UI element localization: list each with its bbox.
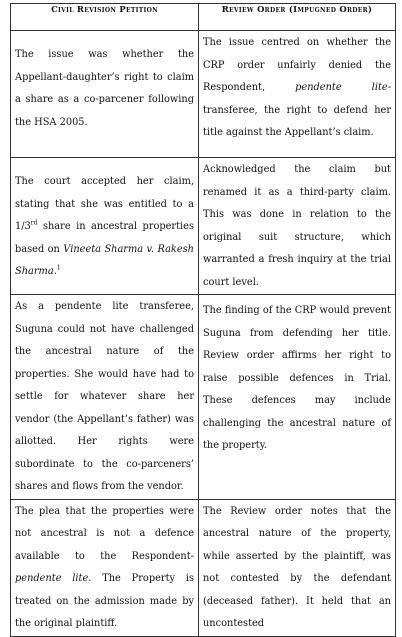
- row2-left-cell: [11, 158, 199, 295]
- table-row: [11, 31, 396, 158]
- row3-left-cell: [11, 295, 199, 500]
- row4-left-cell: [11, 499, 199, 636]
- row1-left-cell: [11, 31, 199, 158]
- row3-left-text: As a pendente lite transferee, Suguna could not have challenged the ancestral nature of the properties. She would have had to settle for whatever share her vendor (the Appellant’s father) was allotted. Her rights were subordinate to the co-parceners’ shares and flows from the vendor.: [15, 301, 194, 492]
- row2-left-text: The court accepted her claim, stating that she was entitled to a 1/3rd share in ancestral properties based on Vineeta Sharma v. Rakesh Sharma.$^1$: [15, 176, 194, 277]
- row1-left-text: The issue was whether the Appellant-daughter’s right to claim a share as a co-parcener following the HSA 2005.: [15, 49, 194, 128]
- row3-right-text: The finding of the CRP would prevent Suguna from defending her title. Review order affirms her right to raise possible defences in Trial. These defences may include challenging the ancestral nature of the property.: [203, 305, 391, 451]
- comparison-table: [10, 3, 396, 637]
- row1-right-text: The issue centred on whether the CRP order unfairly denied the Respondent, pendente lite-transferee, the right to defend her title against the Appellant’s claim.: [203, 37, 391, 138]
- footnote-marker: 1: [56, 264, 61, 272]
- header-civil-revision-petition: Civil Revision Petition: [11, 4, 199, 31]
- row4-right-text: The Review order notes that the ancestral nature of the property, while asserted by the plaintiff, was not contested by the defendant (deceased father). It held that an uncontested: [203, 505, 391, 629]
- table-row: [11, 158, 396, 295]
- table-header-row: [11, 4, 396, 31]
- table-row: [11, 295, 396, 500]
- row4-right-cell: [199, 499, 396, 636]
- table-row: [11, 499, 396, 636]
- row2-right-cell: [199, 158, 396, 295]
- row1-right-cell: [199, 31, 396, 158]
- header-review-order: Review Order (Impugned Order): [199, 4, 396, 31]
- comparison-page: [10, 3, 395, 637]
- row3-right-cell: [199, 295, 396, 500]
- row4-left-text: The plea that the properties were not ancestral is not a defence available to the Respondent-pendente lite. The Property is treated on the admission made by the original plaintiff.: [15, 505, 194, 629]
- row2-right-text: Acknowledged the claim but renamed it as a third-party claim. This was done in relation to the original suit structure, which warranted a fresh inquiry at the trial court level.: [203, 164, 391, 288]
